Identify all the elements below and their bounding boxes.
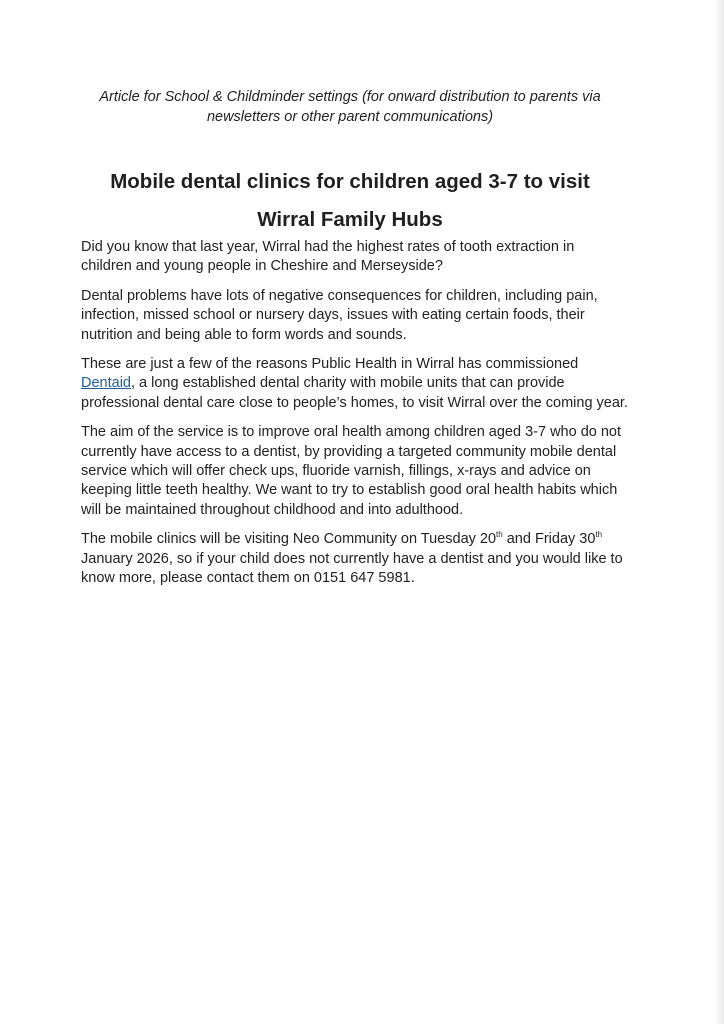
page-title-line-1: Mobile dental clinics for children aged 3-7 to visit: [110, 170, 590, 193]
visit-dates-text-c: January 2026, so if your child does not currently have a dentist and you would like to know more, please contact them on 0151 647 5981.: [81, 550, 623, 587]
article-body: [81, 238, 629, 599]
intro-note-line-2: newsletters or other parent communications): [206, 109, 494, 125]
paragraph-extraction-rates: Did you know that last year, Wirral had the highest rates of tooth extraction in children and young people in Cheshire and Merseyside?: [81, 239, 575, 275]
paragraph-commissioned-text-start: These are just a few of the reasons Public Health in Wirral has commissioned: [81, 356, 579, 373]
ordinal-suffix-20: th: [496, 530, 503, 540]
page-title: [60, 163, 640, 239]
intro-note: [80, 87, 620, 127]
page-title-line-2: Wirral Family Hubs: [257, 208, 443, 231]
paragraph-dental-problems: Dental problems have lots of negative consequences for children, including pain, infection, missed school or nursery days, issues with eating certain foods, their nutrition and being able to form words and sounds.: [81, 287, 598, 343]
intro-note-line-1: Article for School & Childminder settings (for onward distribution to parents via: [99, 89, 601, 105]
paragraph-service-aim: The aim of the service is to improve oral health among children aged 3-7 who do not currently have access to a dentist, by providing a targeted community mobile dental service which will offer check ups, fluoride varnish, fillings, x-rays and advice on keeping little teeth healthy. We want to try to establish good oral health habits which will be maintained throughout childhood and into adulthood.: [81, 424, 622, 518]
paragraph-visit-dates: [81, 530, 629, 588]
visit-dates-text-a: The mobile clinics will be visiting Neo Community on Tuesday 20: [81, 531, 497, 548]
visit-dates-text-b: and Friday 30: [502, 531, 596, 548]
paragraph-commissioned-text-end: , a long established dental charity with mobile units that can provide professional dental care close to people’s homes, to visit Wirral over the coming year.: [81, 375, 628, 411]
scan-edge-shadow: [714, 0, 724, 1024]
dentaid-link[interactable]: Dentaid: [81, 375, 131, 392]
paragraph-commissioned: [81, 355, 629, 413]
ordinal-suffix-30: th: [595, 530, 603, 540]
